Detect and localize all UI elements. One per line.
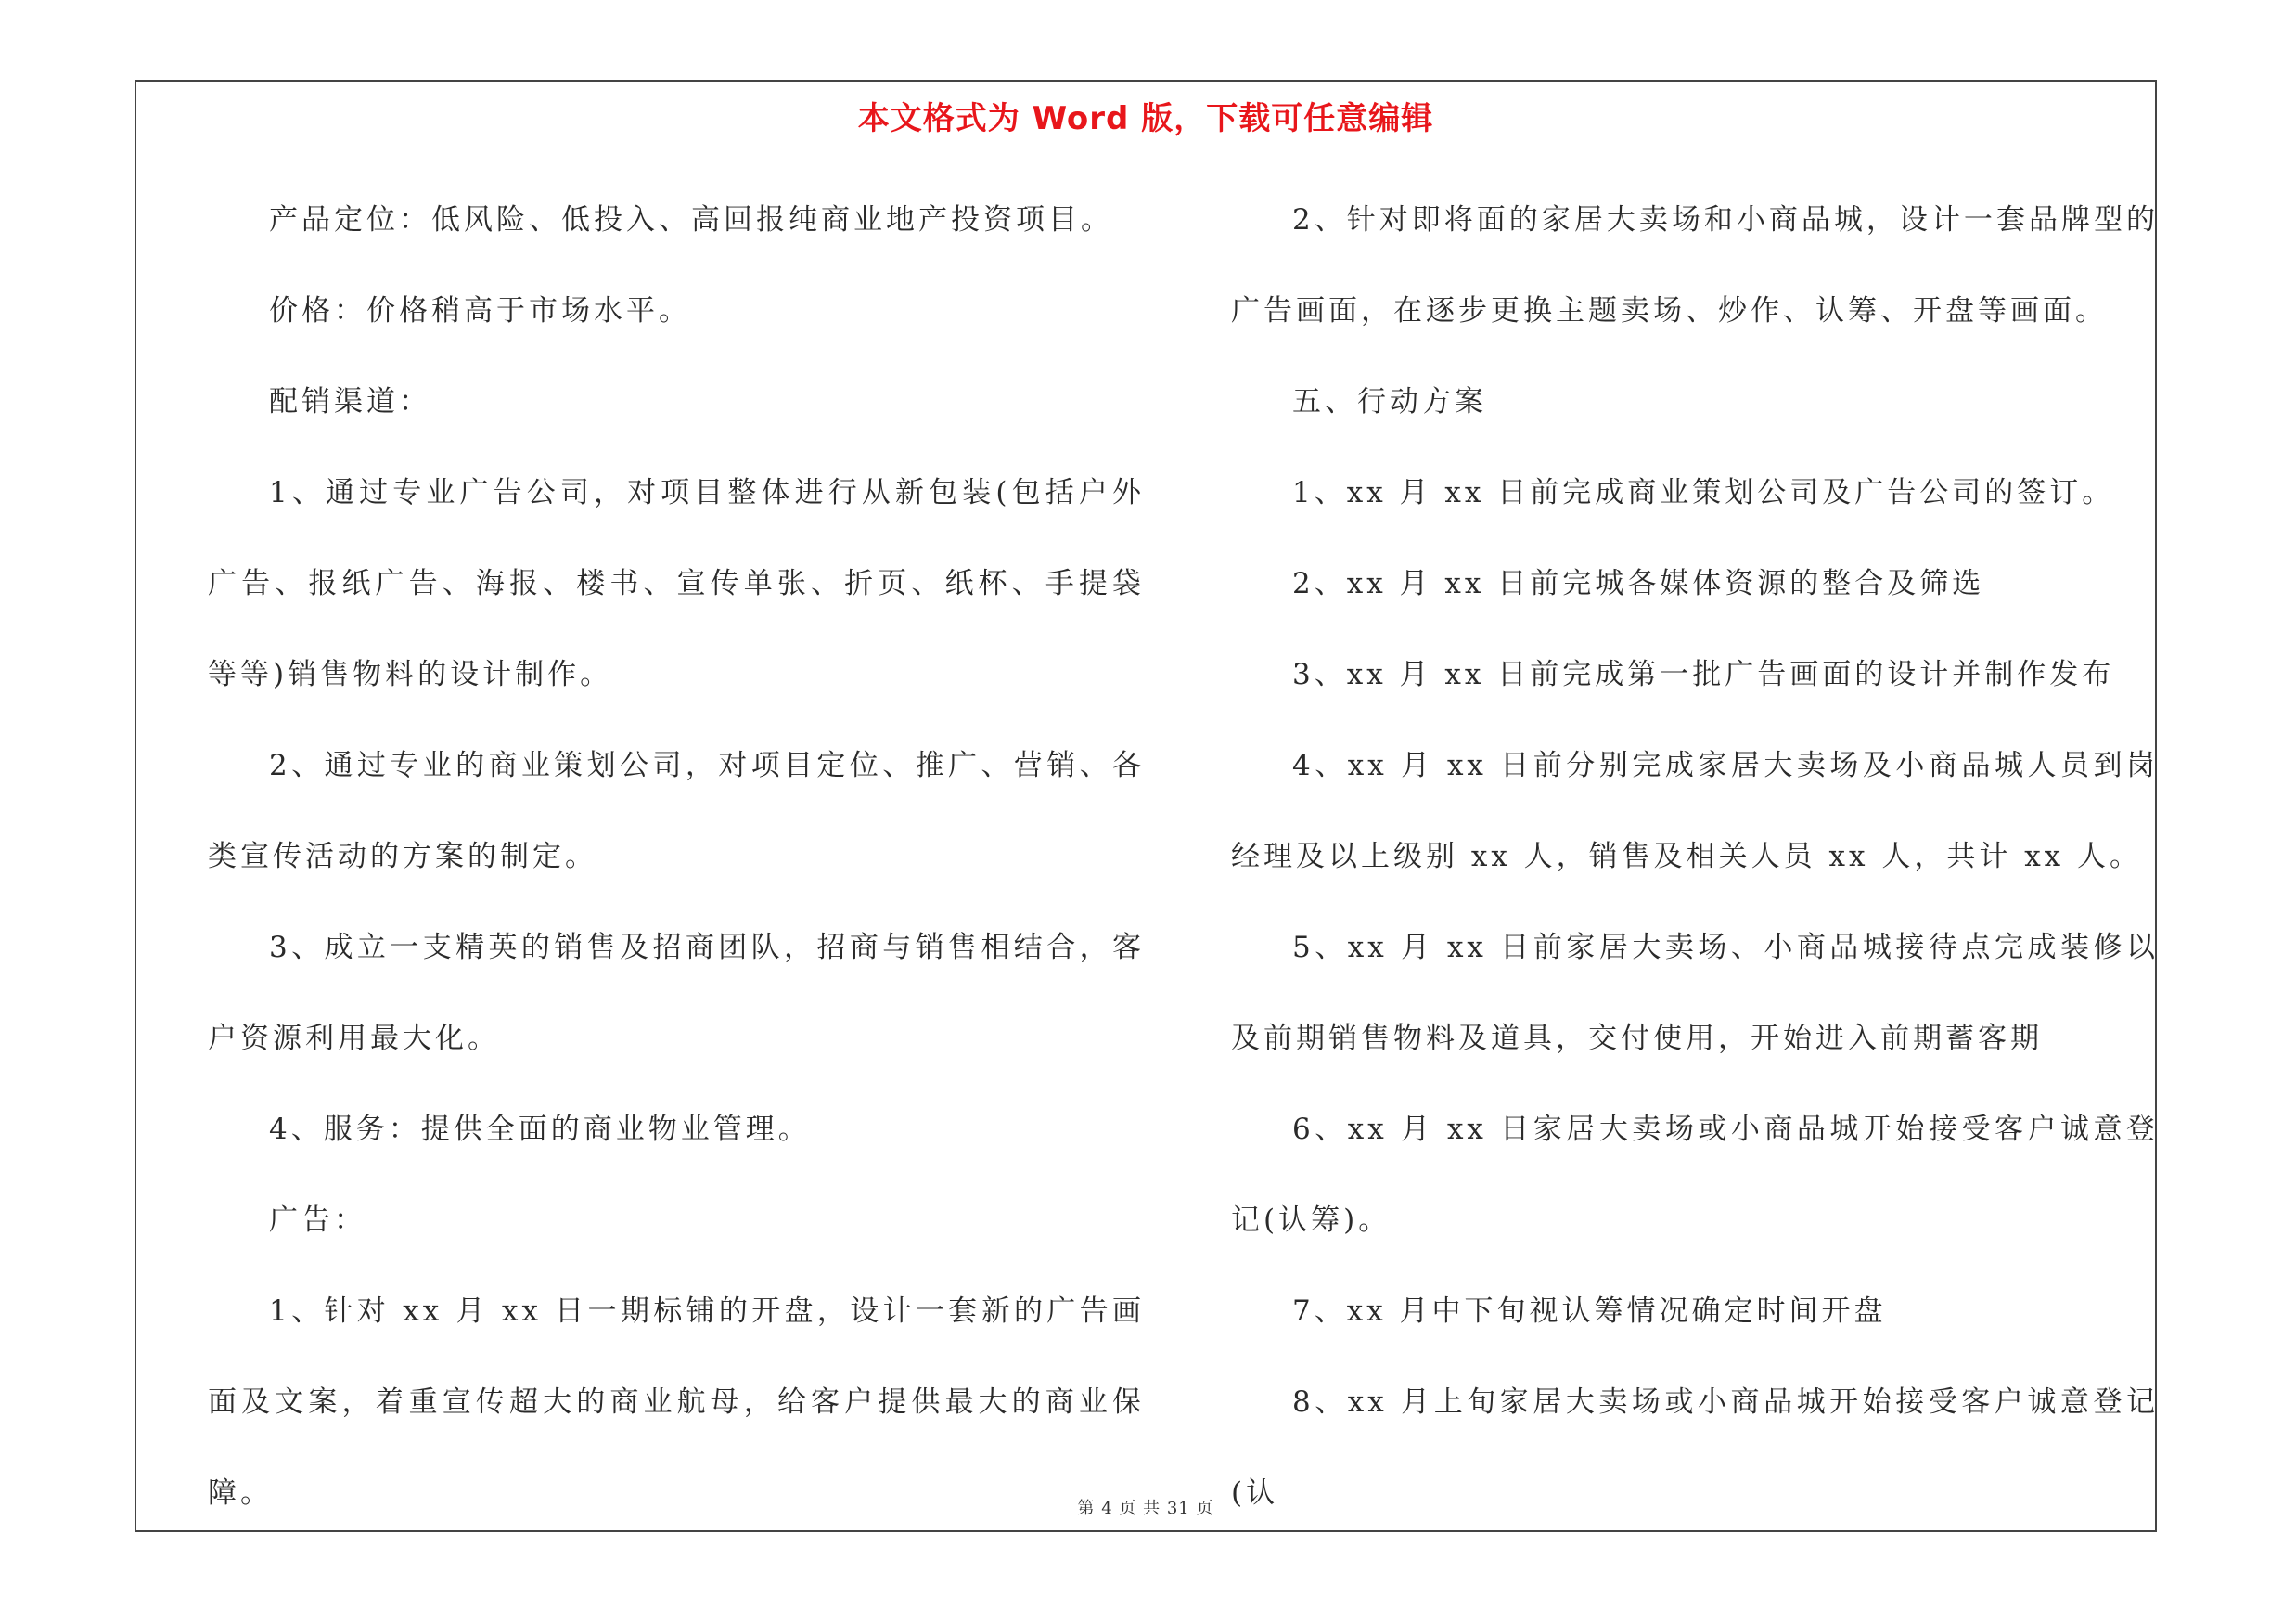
- right-text-column: [1231, 174, 2159, 1539]
- paragraph-distribution-heading: 配销渠道：: [269, 385, 431, 419]
- paragraph-ads-1: 1、针对 xx 月 xx 日一期标铺的开盘，设计一套新的广告画面及文案，着重宣传超大的商业航母，给客户提供最大的商业保障。: [208, 1295, 1145, 1510]
- word-format-banner: 本文格式为 Word 版，下载可任意编辑: [857, 100, 1434, 137]
- paragraph-action-2: 2、xx 月 xx 日前完城各媒体资源的整合及筛选: [1292, 567, 1985, 600]
- paragraph-product-positioning: 产品定位：低风险、低投入、高回报纯商业地产投资项目。: [269, 203, 1113, 237]
- paragraph-action-1: 1、xx 月 xx 日前完成商业策划公司及广告公司的签订。: [1292, 476, 2115, 509]
- paragraph-distribution-1: 1、通过专业广告公司，对项目整体进行从新包装(包括户外广告、报纸广告、海报、楼书、宣传单张、折页、纸杯、手提袋等等)销售物料的设计制作。: [208, 476, 1145, 691]
- paragraph-distribution-3: 3、成立一支精英的销售及招商团队，招商与销售相结合，客户资源利用最大化。: [208, 931, 1145, 1055]
- paragraph-action-7: 7、xx 月中下旬视认筹情况确定时间开盘: [1292, 1295, 1887, 1328]
- paragraph-distribution-2: 2、通过专业的商业策划公司，对项目定位、推广、营销、各类宣传活动的方案的制定。: [208, 749, 1145, 873]
- paragraph-price: 价格：价格稍高于市场水平。: [269, 294, 691, 328]
- paragraph-action-4: 4、xx 月 xx 日前分别完成家居大卖场及小商品城人员到岗经理及以上级别 xx 人，销售及相关人员 xx 人，共计 xx 人。: [1231, 749, 2159, 873]
- paragraph-action-6: 6、xx 月 xx 日家居大卖场或小商品城开始接受客户诚意登记(认筹)。: [1231, 1113, 2159, 1237]
- paragraph-action-8: 8、xx 月上旬家居大卖场或小商品城开始接受客户诚意登记(认: [1231, 1385, 2159, 1510]
- paragraph-action-5: 5、xx 月 xx 日前家居大卖场、小商品城接待点完成装修以及前期销售物料及道具，交付使用，开始进入前期蓄客期: [1231, 931, 2159, 1055]
- paragraph-action-plan-heading: 五、行动方案: [1292, 385, 1487, 419]
- document-page: [135, 80, 2157, 1532]
- left-text-column: [208, 174, 1145, 1539]
- paragraph-service: 4、服务：提供全面的商业物业管理。: [269, 1113, 811, 1146]
- paragraph-ads-2: 2、针对即将面的家居大卖场和小商品城，设计一套品牌型的广告画面，在逐步更换主题卖场、炒作、认筹、开盘等画面。: [1231, 203, 2159, 328]
- paragraph-ads-heading: 广告：: [269, 1204, 366, 1237]
- paragraph-action-3: 3、xx 月 xx 日前完成第一批广告画面的设计并制作发布: [1292, 658, 2115, 691]
- page-number-footer: 第 4 页 共 31 页: [1077, 1499, 1214, 1518]
